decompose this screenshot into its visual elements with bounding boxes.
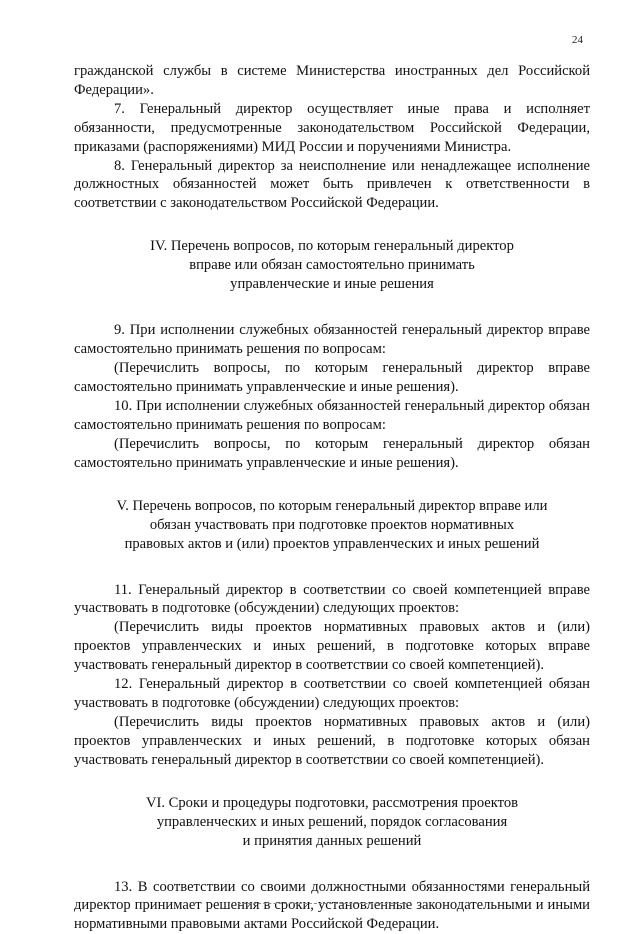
paragraph-11: 11. Генеральный директор в соответствии со своей компетенцией вправе участвовать в подготовке (обсуждении) следующих проектов: xyxy=(74,581,590,617)
section-5-heading xyxy=(74,497,590,554)
paragraph-11-note: (Перечислить виды проектов нормативных правовых актов и (или) проектов управленческих и иных решений, в подготовке которых вправе участвовать генеральный директор в соответствии со своей компетенцией). xyxy=(74,619,590,674)
section-6-heading xyxy=(74,794,590,851)
section-4-heading-line: IV. Перечень вопросов, по которым генеральный директор xyxy=(150,238,514,255)
section-5-heading-line: правовых актов и (или) проектов управленческих и иных решений xyxy=(124,535,540,552)
section-4-heading-line: управленческие и иные решения xyxy=(230,276,434,293)
section-5-heading-line: V. Перечень вопросов, по которым генеральный директор вправе или xyxy=(116,497,548,514)
paragraph-7: 7. Генеральный директор осуществляет иные права и исполняет обязанности, предусмотренные законодательством Российской Федерации, приказами (распоряжениями) МИД России и поручениями Министра. xyxy=(74,100,590,155)
paragraph-10-note: (Перечислить вопросы, по которым генеральный директор обязан самостоятельно принимать управленческие и иные решения). xyxy=(74,435,590,471)
document-body xyxy=(74,62,590,934)
section-5-heading-line: обязан участвовать при подготовке проектов нормативных xyxy=(149,516,515,533)
paragraph-9: 9. При исполнении служебных обязанностей генеральный директор вправе самостоятельно принимать решения по вопросам: xyxy=(74,322,590,358)
section-4-heading xyxy=(74,237,590,294)
paragraph-8: 8. Генеральный директор за неисполнение или ненадлежащее исполнение должностных обязанностей может быть привлечен к ответственности в соответствии с законодательством Российской Федерации. xyxy=(74,157,590,212)
page-number: 24 xyxy=(572,34,583,46)
paragraph-9-note: (Перечислить вопросы, по которым генеральный директор вправе самостоятельно принимать управленческие и иные решения). xyxy=(74,360,590,395)
section-6-heading-line: управленческих и иных решений, порядок согласования xyxy=(156,813,508,830)
section-6-heading-line: и принятия данных решений xyxy=(242,832,422,849)
paragraph-12: 12. Генеральный директор в соответствии со своей компетенцией обязан участвовать в подготовке (обсуждении) следующих проектов: xyxy=(74,676,590,711)
section-6-heading-line: VI. Сроки и процедуры подготовки, рассмотрения проектов xyxy=(145,794,519,811)
paragraph-12-note: (Перечислить виды проектов нормативных правовых актов и (или) проектов управленческих и иных решений, в подготовке которых обязан участвовать генеральный директор в соответствии со своей компетенцией). xyxy=(74,713,590,768)
paragraph-10: 10. При исполнении служебных обязанностей генеральный директор обязан самостоятельно принимать решения по вопросам: xyxy=(74,397,590,433)
paragraph-13: 13. В соответствии со своими должностными обязанностями генеральный директор принимает решения в сроки, установленные законодательными и иными нормативными правовыми актами Российской Федерации. xyxy=(74,878,590,933)
section-4-heading-line: вправе или обязан самостоятельно принимать xyxy=(189,257,475,274)
paragraph-intro: гражданской службы в системе Министерства иностранных дел Российской Федерации». xyxy=(74,63,590,98)
